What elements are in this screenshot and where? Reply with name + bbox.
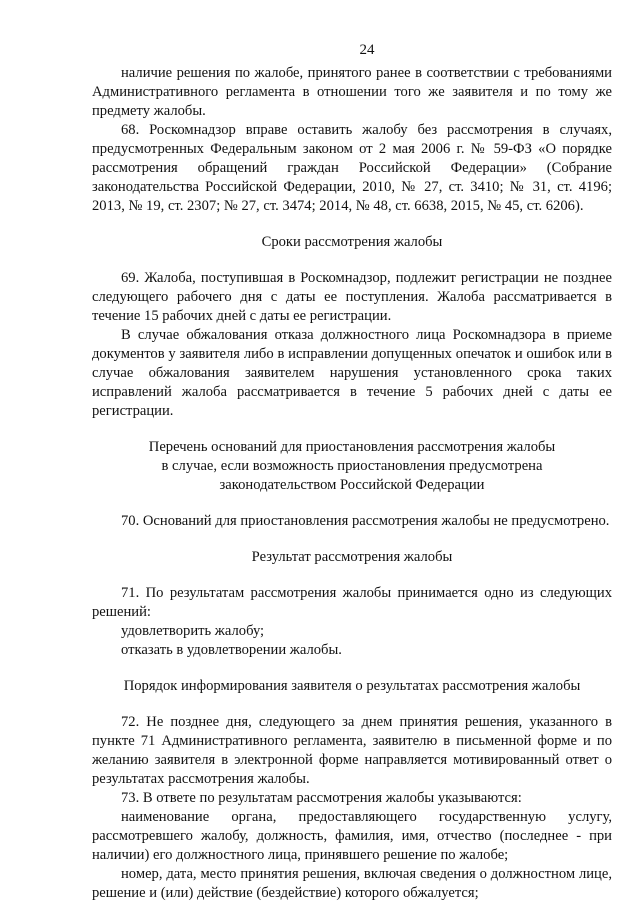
paragraph-continuation: наличие решения по жалобе, принятого ранее в соответствии с требованиями Административного регламента в отношении того же заявителя и по тому же предмету жалобы. bbox=[92, 65, 612, 119]
heading-terms: Сроки рассмотрения жалобы bbox=[261, 234, 443, 250]
heading-suspend-line-2: в случае, если возможность приостановления предусмотрена bbox=[161, 458, 543, 474]
list-item-refuse: отказать в удовлетворении жалобы. bbox=[121, 642, 342, 658]
paragraph-73-b: номер, дата, место принятия решения, включая сведения о должностном лице, решение и (или) действие (бездействие) которого обжалуется; bbox=[92, 866, 612, 901]
paragraph-68: 68. Роскомнадзор вправе оставить жалобу без рассмотрения в случаях, предусмотренных Федеральным законом от 2 мая 2006 г. № 59-ФЗ «О порядке рассмотрения обращений граждан Российской Федерации» (Собрание законодательства Российской Федерации, 2010, № 27, ст. 3410; № 31, ст. 4196; 2013, № 19, ст. 2307; № 27, ст. 3474; 2014, № 48, ст. 6638, 2015, № 45, ст. 6206). bbox=[92, 122, 612, 214]
paragraph-71: 71. По результатам рассмотрения жалобы принимается одно из следующих решений: bbox=[92, 585, 612, 620]
paragraph-73: 73. В ответе по результатам рассмотрения жалобы указываются: bbox=[121, 790, 522, 806]
heading-suspend-line-1: Перечень оснований для приостановления рассмотрения жалобы bbox=[148, 439, 556, 455]
heading-result: Результат рассмотрения жалобы bbox=[251, 549, 453, 565]
paragraph-70: 70. Оснований для приостановления рассмотрения жалобы не предусмотрено. bbox=[121, 513, 610, 529]
document-body bbox=[92, 64, 612, 903]
paragraph-72: 72. Не позднее дня, следующего за днем принятия решения, указанного в пункте 71 Административного регламента, заявителю в письменной форме и по желанию заявителя в электронной форме направляется мотивированный ответ о результатах рассмотрения жалобы. bbox=[92, 714, 612, 787]
paragraph-69-b: В случае обжалования отказа должностного лица Роскомнадзора в приеме документов у заявителя либо в исправлении допущенных опечаток и ошибок или в случае обжалования заявителем нарушения установленного срока таких исправлений жалоба рассматривается в течение 5 рабочих дней с даты ее регистрации. bbox=[92, 327, 612, 419]
paragraph-69: 69. Жалоба, поступившая в Роскомнадзор, подлежит регистрации не позднее следующего рабочего дня с даты ее поступления. Жалоба рассматривается в течение 15 рабочих дней с даты ее регистрации. bbox=[92, 270, 612, 324]
heading-suspend-line-3: законодательством Российской Федерации bbox=[219, 477, 485, 493]
page-number: 24 bbox=[359, 42, 375, 58]
list-item-satisfy: удовлетворить жалобу; bbox=[121, 623, 265, 639]
heading-inform: Порядок информирования заявителя о результатах рассмотрения жалобы bbox=[123, 678, 581, 694]
paragraph-73-a: наименование органа, предоставляющего государственную услугу, рассмотревшего жалобу, должность, фамилия, имя, отчество (последнее - при наличии) его должностного лица, принявшего решение по жалобе; bbox=[92, 809, 612, 863]
